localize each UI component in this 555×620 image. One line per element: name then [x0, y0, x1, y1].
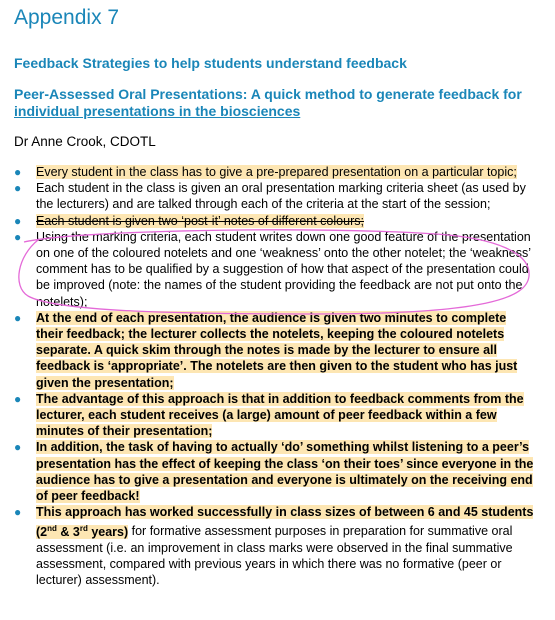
- section-subtitle: Feedback Strategies to help students understand feedback: [14, 55, 407, 71]
- list-item: [14, 229, 534, 310]
- bullet-icon: ●: [14, 440, 22, 455]
- ordinal-sup: rd: [79, 523, 88, 533]
- bullet-icon: ●: [14, 310, 22, 325]
- ordinal-sup: nd: [47, 523, 57, 533]
- list-item: [14, 439, 534, 504]
- highlight-segment: years): [87, 524, 129, 539]
- highlight-segment: This approach has worked successfully in class sizes of between 6 and 45 students (2: [36, 505, 534, 539]
- list-item-text: Each student is given two ‘post-it’ notes of different colours;: [36, 213, 364, 228]
- heading-line-1: Peer-Assessed Oral Presentations: A quick method to generate feedback for: [14, 86, 522, 102]
- highlight-segment: & 3: [56, 524, 80, 539]
- appendix-title: Appendix 7: [14, 6, 120, 29]
- list-item-text: Every student in the class has to give a pre-prepared presentation on a particular topic;: [36, 165, 517, 179]
- bullet-icon: ●: [14, 505, 22, 520]
- list-item: [14, 164, 534, 180]
- list-item-text: Each student in the class is given an oral presentation marking criteria sheet (as used by the lecturers) and are talked through each of the criteria at the start of the session;: [36, 181, 526, 212]
- bullet-list: [14, 164, 534, 588]
- list-item: [14, 504, 534, 588]
- list-item-text: In addition, the task of having to actually ‘do’ something whilst listening to a peer’s presentation has the effect of keeping the class ‘on their toes’ since everyone in the audience has to give a presentation and everyone is ultimately on the receiving end of peer feedback!: [36, 440, 534, 504]
- bullet-icon: ●: [14, 391, 22, 406]
- list-item: [14, 180, 534, 212]
- list-item-text: Using the marking criteria, each student writes down one good feature of the presentation on one of the coloured notelets and one ‘weakness’ onto the other notelet; the ‘weakness’ comment has to be qualified by a suggestion of how that aspect of the presentation could be improved (note: the names of the student providing the feedback are not put onto the notelets);: [36, 229, 531, 309]
- bullet-icon: ●: [14, 213, 22, 228]
- bullet-icon: ●: [14, 229, 22, 244]
- heading-line-2: individual presentations in the biosciences: [14, 103, 301, 119]
- article-heading: [14, 86, 524, 120]
- bullet-icon: ●: [14, 165, 22, 179]
- list-item-text: The advantage of this approach is that in addition to feedback comments from the lecturer, each student receives (a large) amount of peer feedback within a few minutes of their presentation;: [36, 391, 524, 439]
- list-item: [14, 310, 534, 391]
- list-item: [14, 391, 534, 440]
- bullet-icon: ●: [14, 181, 22, 196]
- list-item-text: for formative assessment purposes in preparation for summative oral assessment (i.e. an improvement in class marks were observed in the final summative assessment, compared with previous years in which there was no formative (peer or lecturer) assessment).: [36, 524, 513, 588]
- author-line: Dr Anne Crook, CDOTL: [14, 134, 156, 149]
- list-item: [14, 213, 534, 229]
- list-item-text: At the end of each presentation, the audience is given two minutes to complete their feedback; the lecturer collects the notelets, keeping the coloured notelets separate. A quick skim through the notes is made by the lecturer to ensure all feedback is ‘appropriate’. The notelets are then given to the student who has just given the presentation;: [36, 310, 518, 390]
